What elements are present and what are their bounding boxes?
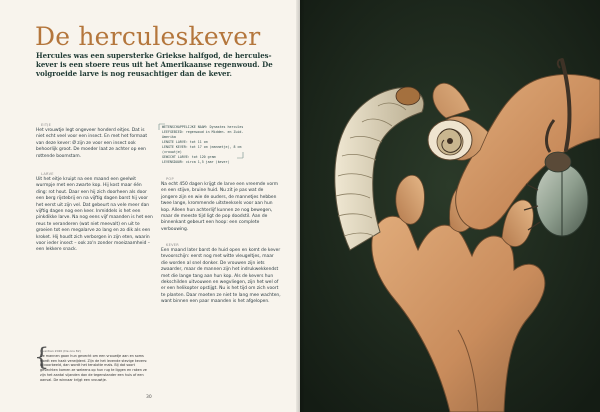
illustration-page — [300, 0, 600, 412]
section-text-larve: Uit het eitje kruipt na een maand een geelwit wurmpje met een zwarte kop. Hij kost maar één ding: rot hout. Daar een hij zich doorheen als door een berg rijstebrij en na vijftig dagen barst hij voor het eerst uit zijn vel. Dat gebeurt na vele meer dan vijftig dagen nog een keer. Inmiddels is het een pinkdikke larve. Na nog eens vijf maanden is het een reus te veranderen (wat niet meevalt) en uit te groeien tot een megalarve zo lang en zo dik als een kroket. Hij houdt zich verborgen in zijn eten, waarin voor ieder insect – ook zo'n zonder moeizaamheid – een lekkere snack. — [36, 177, 153, 253]
section-text-kever: Een maand later barst de huid open en komt de kever tevoorschijn: eerst nog met witte vleugeltjes, maar die worden al snel donker. De vrouwen zijn iets zwaarder, maar de mannen zijn het indrukwekkendst met die lange tang aan hun kop. Als de kevers hun dekschilden uitvouwen en wegvliegen, zijn het wel of er een helikopter opstijgt. Nu is het tijd om zich voort te planten. Daar moeten ze niet te lang mee wachten, want binnen een paar maanden is het afgelopen. — [161, 248, 281, 305]
section-label-kever: KEVER — [166, 243, 180, 247]
pupa-cocoon — [428, 120, 472, 160]
fact-sidebar — [162, 125, 248, 165]
sidebar-frame — [158, 123, 244, 159]
section-text-eitje: Het vrouwtje legt ongeveer honderd eitjes. Dat is niet echt veel voor een insect. En met het formaat van deze kever: Ø zijn ze voor een insect ook behoorlijk groot. De moeder laat ze achter op een rottende boomstam. — [36, 128, 148, 159]
section-label-larve: LARVE — [41, 172, 54, 176]
hands-beetle-illustration — [300, 0, 600, 412]
sidebar-facts: WETENSCHAPPELIJKE NAAM: Dynastes hercules LEEFGEBIED: regenwoud in Midden- en Zuid-Amerika LENGTE LARVE: tot 11 cm LENGTE KEVER: tot 17 cm (mannetje), 8 cm (vrouwtje) GEWICHT LARVE: tot 120 gram LEVENSDUUR: circa 1,5 jaar (kever) — [162, 125, 244, 164]
caption-text: De mannen gaan hun gevecht om een vrouwtje aan en soms wordt een haak verwijderd. Zijn de het levende stevige kevers: bijvoorbeeld, dan wordt het tenslotte mals. Bij dat soort gevechten komen ze weleens op hun rug te liggen en raken ze zijn het aantal vijanden dan de tegenstander een huis of een aanval. De winnaar krijgt een vrouwtje. — [40, 353, 148, 382]
section-label-eitje: EITJE — [41, 123, 52, 127]
page-number: 30 — [146, 395, 152, 400]
caption-brace-icon: { — [34, 343, 50, 371]
article-intro: Hercules was een supersterke Griekse halfgod, de herculeskever is een stoere reus uit het Amerikaanse regenwoud. De volgroeide larve is nog reusachtiger dan de kever. — [36, 51, 273, 78]
caption-label: Guardian 2020 (De ons 82) — [40, 349, 81, 353]
illustration-caption — [40, 349, 150, 383]
larva-head — [396, 87, 420, 105]
section-text-pop: Na echt 450 dagen krijgt de larve een vreemde vorm en een stijve, bruine huid. Nu zit je pas wat de jongere zijn en wie de ouders, de mannetjes hebben twee lange, krommende uitsteeksels voor aan hun kop. Alleen hun achterlijf kunnen ze nog bewegen, maar de meeste tijd ligt de pop doodstil. Aan de binnenkant gebeurt een hoop: een complete verbouwing. — [161, 182, 279, 232]
section-label-pop: POP — [166, 177, 174, 181]
page-gutter — [296, 0, 304, 412]
article-title: De herculeskever — [35, 22, 261, 51]
